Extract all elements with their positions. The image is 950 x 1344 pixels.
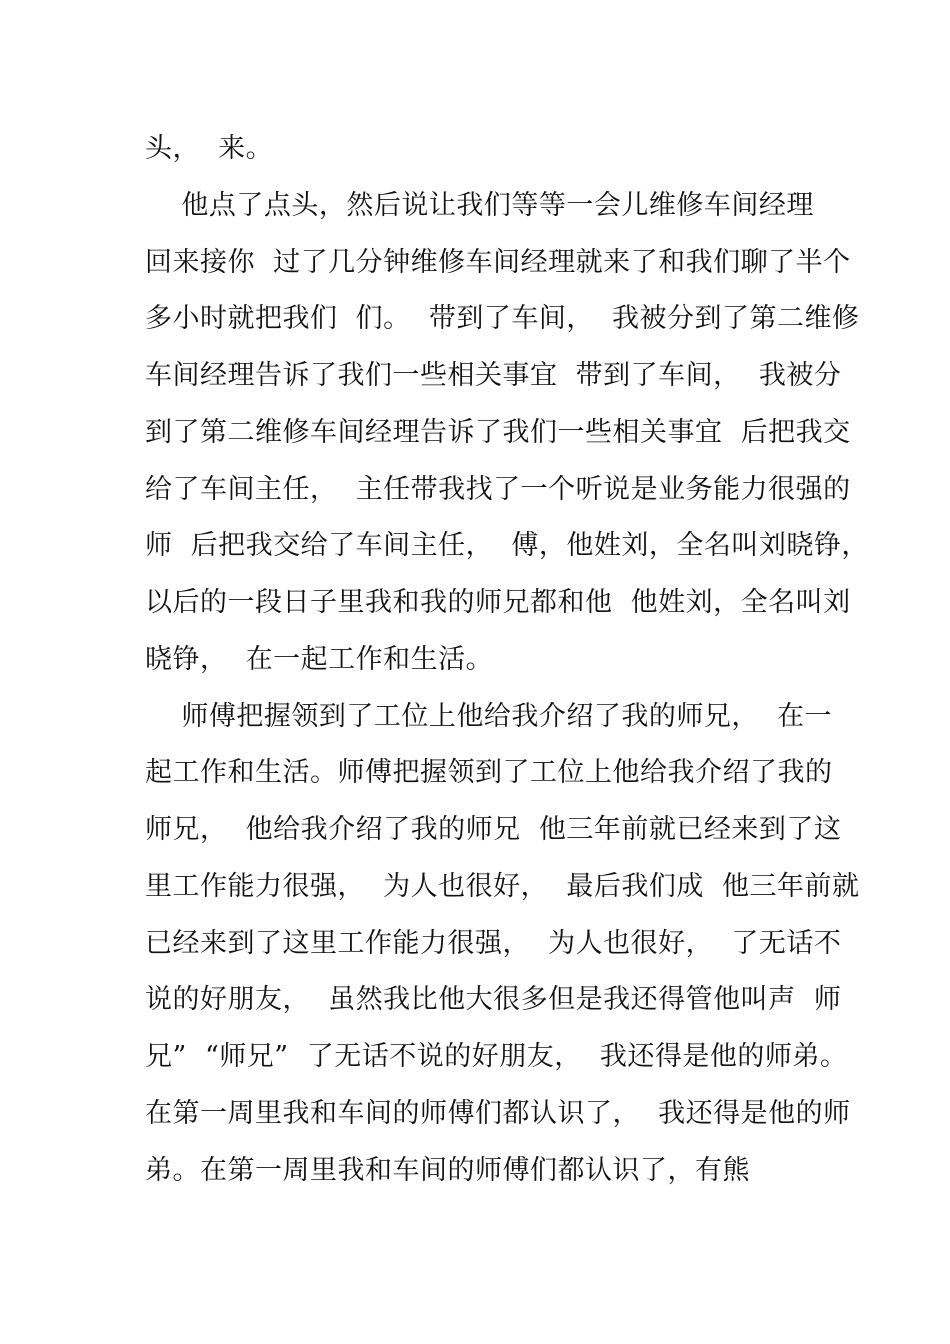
text-line: 到了第二维修车间经理告诉了我们一些相关事宜 后把我交 [145, 416, 851, 448]
text-line: 师 后把我交给了车间主任， 傅，他姓刘，全名叫刘晓铮， [145, 530, 869, 562]
text-line: 他点了点头，然后说让我们等等一会儿维修车间经理 [145, 189, 814, 221]
text-line: 给了车间主任， 主任带我找了一个听说是业务能力很强的 [145, 473, 851, 505]
text-line: 已经来到了这里工作能力很强， 为人也很好， 了无话不 [145, 927, 842, 959]
text-line: 以后的一段日子里我和我的师兄都和他 他姓刘，全名叫刘 [145, 587, 851, 618]
text-line: 师兄， 他给我介绍了我的师兄 他三年前就已经来到了这 [145, 814, 842, 845]
text-line: 头， 来。 [145, 133, 274, 164]
text-line: 师傅把握领到了工位上他给我介绍了我的师兄， 在一 [145, 700, 832, 732]
text-line: 里工作能力很强， 为人也很好， 最后我们成 他三年前就 [145, 870, 860, 902]
text-line: 说的好朋友， 虽然我比他大很多但是我还得管他叫声 师 [145, 984, 842, 1016]
text-line: 兄” “师兄” 了无话不说的好朋友， 我还得是他的师弟。 [145, 1041, 848, 1072]
text-line: 车间经理告诉了我们一些相关事宜 带到了车间， 我被分 [145, 360, 842, 391]
text-line: 晓铮， 在一起工作和生活。 [145, 643, 494, 675]
text-line: 在第一周里我和车间的师傅们都认识了， 我还得是他的师 [145, 1097, 851, 1129]
text-line: 弟。在第一周里我和车间的师傅们都认识了，有熊 [145, 1154, 750, 1186]
body-text [145, 128, 869, 1206]
text-line: 多小时就把我们 们。 带到了车间， 我被分到了第二维修 [145, 303, 860, 335]
text-line: 回来接你 过了几分钟维修车间经理就来了和我们聊了半个 [145, 246, 851, 278]
text-line: 起工作和生活。师傅把握领到了工位上他给我介绍了我的 [145, 757, 833, 789]
